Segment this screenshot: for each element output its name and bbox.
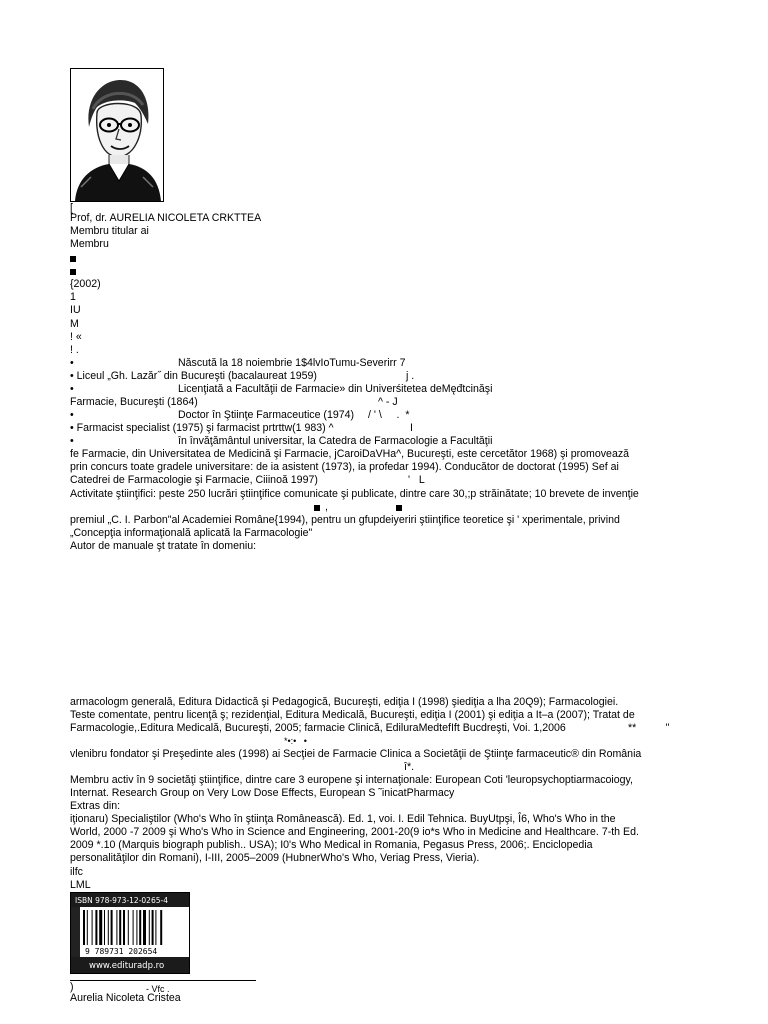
bio-degree: Licenţiată a Facultăţii de Farmacie» din Univerśitetea deMęđtcinăşi bbox=[178, 383, 493, 395]
mark-bracket: [ bbox=[70, 202, 73, 214]
barcode-digits: 9 789731 202654 bbox=[85, 947, 158, 956]
bio-doctorate: Doctor în Ştiinţe Farmaceutice (1974) bbox=[178, 409, 355, 421]
bio-highschool: • Liceul „Gh. Lazăr˝ din Bucureşti (bacalaureat 1959) bbox=[70, 370, 317, 382]
bio-specialist: • Farmacist specialist (1975) şi farmacist prtrttw(1 983) ^ bbox=[70, 422, 334, 434]
bullet-square bbox=[70, 256, 76, 262]
extract-line: 2009 *.10 (Marquis biograph publish.. USA); I0's Who Medical in Romania, Pegasus Press, 2006;. Enciclopedia bbox=[70, 839, 593, 851]
works-line: Farmacologie,.Editura Medicală, Bucureşti, 2005; farmacie Clinică, EdiluraMedtefIft Bucdreşti, Voi. 1,2006 bbox=[70, 722, 566, 734]
bullet: • bbox=[70, 409, 74, 421]
extract-line: personalităţilor din Romani), I-III, 2005–2009 (HubnerWho's Who, Veriag Press, Vieria). bbox=[70, 852, 480, 864]
stray-mark: ** " bbox=[628, 722, 670, 734]
bio-academic-cont: fe Farmacie, din Universitatea de Medicină şi Farmacie, jCaroiDaVHa^, Bucureşti, este cercetător 1968) şi promovează bbox=[70, 448, 630, 460]
societies-line: Internat. Research Group on Very Low Dose Effects, European S ˜inicatPharmacy bbox=[70, 787, 455, 799]
stray-mark: / ' \ . * bbox=[368, 409, 410, 421]
societies-line: Membru activ în 9 societăţi ştiinţifice, dintre care 3 europene şi internaţionale: European Coti 'leuropsychoptiarmacoiogy, bbox=[70, 774, 633, 786]
bio-award-cont: „Concepţia informaţională aplicată la Farmacologie" bbox=[70, 527, 313, 539]
text-fragment: IU bbox=[70, 304, 81, 316]
stray-mark: , bbox=[325, 501, 328, 513]
stray-mark: ^ - J bbox=[378, 396, 398, 408]
stray-mark: ' L bbox=[408, 474, 425, 486]
membership-label: Membru bbox=[70, 238, 109, 250]
stray-mark: î*. bbox=[404, 761, 415, 773]
bullet-square bbox=[396, 505, 402, 511]
bio-academic-cont: Catedrei de Farmacologie şi Farmacie, Ciiinoă 1997) bbox=[70, 474, 318, 486]
works-line: Teste comentate, pentru licenţă ş; rezidenţial, Editura Medicală, Bucureşti, ediţia I (2001) şi ediţia a It–a (2007); Tratat de bbox=[70, 709, 635, 721]
isbn-barcode bbox=[70, 892, 190, 974]
text-fragment: ) bbox=[70, 981, 74, 993]
bio-degree-cont: Farmacie, Bucureşti (1864) bbox=[70, 396, 198, 408]
founder-line: vlenibru fondator şi Preşedinte ales (1998) ai Secţiei de Farmacie Clinica a Societăţii de Ştiinţe farmaceutic® din România bbox=[70, 748, 642, 760]
publisher-url: www.edituradp.ro bbox=[89, 961, 165, 971]
author-name-line: Prof, dr. AURELIA NICOLETA CRKTTEA bbox=[70, 212, 262, 224]
footer-author: Aurelia Nicoleta Cristea bbox=[70, 992, 181, 1004]
works-line: armacologm generală, Editura Didactică şi Pedagogică, Bucureşti, ediţia I (1998) şiediţia a lha 20Q9); Farmacologiei. bbox=[70, 696, 619, 708]
bio-activity: Activitate ştiinţifici: peste 250 lucrări ştiinţifice comunicate şi publicate, dintre care 30,;p străinătate; 10 brevete de invenţie bbox=[70, 488, 639, 500]
stray-mark: I bbox=[410, 422, 413, 434]
text-fragment: ! . bbox=[70, 344, 79, 356]
membership-title: Membru titular ai bbox=[70, 225, 149, 237]
bio-birth: Născută la 18 noiembrie 1$4lvIoTumu-Severirr 7 bbox=[178, 357, 406, 369]
bullet-square bbox=[70, 269, 76, 275]
bio-award: premiul „C. I. Parbon"al Academiei Române{1994), pentru un gfupdeiyeriri ştiinţifice teoretice şi ' xperimentale, privind bbox=[70, 514, 620, 526]
bullet: • bbox=[70, 383, 74, 395]
author-portrait bbox=[70, 68, 164, 202]
bullet: • bbox=[70, 357, 74, 369]
extract-line: World, 2000 -7 2009 şi Who's Who in Science and Engineering, 2001-20(9 io*s Who in Medicine and Healthcare. 7-th Ed. bbox=[70, 826, 639, 838]
text-fragment: M bbox=[70, 318, 79, 330]
stray-mark: *•:• • bbox=[284, 736, 307, 746]
text-fragment: ilfc bbox=[70, 866, 83, 878]
isbn-text: ISBN 978-973-12-0265-4 bbox=[75, 896, 168, 905]
bullet: • bbox=[70, 435, 74, 447]
extract-line: iţionaru) Specialiştilor (Who's Who în ştiinţa Românească). Ed. 1, voi. I. Edil Tehnica. BuyUtpşi, Î6, Who's Who in the bbox=[70, 813, 616, 825]
stray-mark: - Vfc . bbox=[146, 984, 170, 994]
extract-label: Extras din: bbox=[70, 800, 121, 812]
stray-mark: j . bbox=[406, 370, 415, 382]
bio-academic-cont: prin concurs toate gradele universitare: de ia asistent (1973), ia profedar 1994). Conducător de doctorat (1995) Sef ai bbox=[70, 461, 619, 473]
bio-academic: în învăţământul universitar, la Catedra de Farmacologie a Facultăţii bbox=[178, 435, 493, 447]
text-fragment: LML bbox=[70, 879, 91, 891]
text-fragment: 1 bbox=[70, 291, 76, 303]
year-fragment: {2002) bbox=[70, 278, 101, 290]
divider-line bbox=[70, 980, 256, 981]
bio-author-line: Autor de manuale şt tratate în domeniu: bbox=[70, 540, 257, 552]
text-fragment: ! « bbox=[70, 331, 82, 343]
bullet-square bbox=[314, 505, 320, 511]
